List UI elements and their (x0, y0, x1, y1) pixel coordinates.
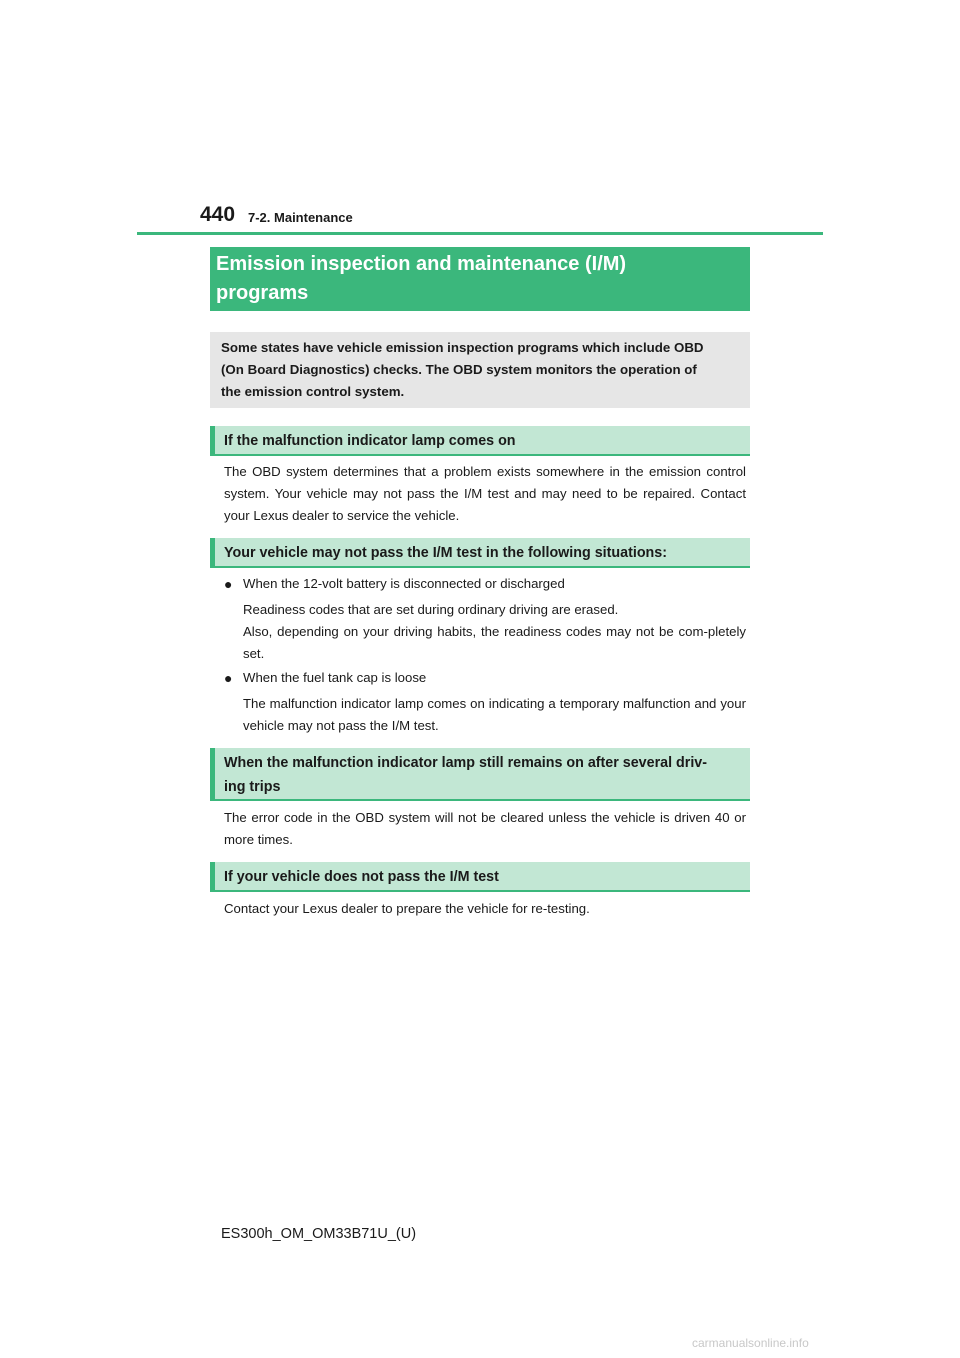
intro-box (210, 332, 750, 408)
subhead-line-1: When the malfunction indicator lamp still remains on after several driv- (224, 755, 708, 771)
subhead-lamp-remains-on (210, 748, 750, 801)
filled-circle-bullet-icon: ● (224, 576, 233, 592)
subhead-may-not-pass: Your vehicle may not pass the I/M test in the following situations: (210, 538, 750, 568)
list-item-label: When the fuel tank cap is loose (243, 670, 427, 685)
watermark: carmanualsonline.info (692, 1336, 809, 1350)
does-not-pass-body: Contact your Lexus dealer to prepare the vehicle for re-testing. (224, 901, 590, 916)
lamp-remains-on-body: The error code in the OBD system will not be cleared unless the vehicle is driven 40 or more times. (224, 810, 746, 847)
fuel-cap-detail: The malfunction indicator lamp comes on indicating a temporary malfunction and your vehicle may not pass the I/M test. (243, 696, 746, 733)
header-rule (137, 232, 823, 235)
intro-line-1: Some states have vehicle emission inspection programs which include OBD (221, 340, 704, 355)
subhead-does-not-pass: If your vehicle does not pass the I/M test (210, 862, 750, 892)
filled-circle-bullet-icon: ● (224, 670, 233, 686)
page-title (210, 247, 750, 311)
list-item-label: When the 12-volt battery is disconnected or discharged (243, 576, 565, 591)
section-label: 7-2. Maintenance (248, 210, 353, 225)
malfunction-lamp-body: The OBD system determines that a problem exists somewhere in the emission control system. Your vehicle may not pass the I/M test and may need to be repaired. Contact your Lexus dealer to service the vehicle. (224, 464, 746, 523)
list-item-battery (224, 573, 746, 595)
battery-detail-2: Also, depending on your driving habits, the readiness codes may not be com-pletely set. (243, 624, 746, 661)
page-number: 440 (200, 203, 236, 226)
footer-code: ES300h_OM_OM33B71U_(U) (221, 1226, 417, 1242)
list-item-fuel-cap (224, 667, 746, 689)
subhead-malfunction-lamp: If the malfunction indicator lamp comes on (210, 426, 750, 456)
intro-line-3: the emission control system. (221, 384, 405, 399)
page-title-line-2: programs (216, 282, 309, 304)
battery-detail-1: Readiness codes that are set during ordinary driving are erased. (243, 602, 619, 617)
intro-line-2: (On Board Diagnostics) checks. The OBD system monitors the operation of (221, 362, 697, 377)
page-title-line-1: Emission inspection and maintenance (I/M) (216, 253, 627, 275)
subhead-line-2: ing trips (224, 779, 281, 795)
